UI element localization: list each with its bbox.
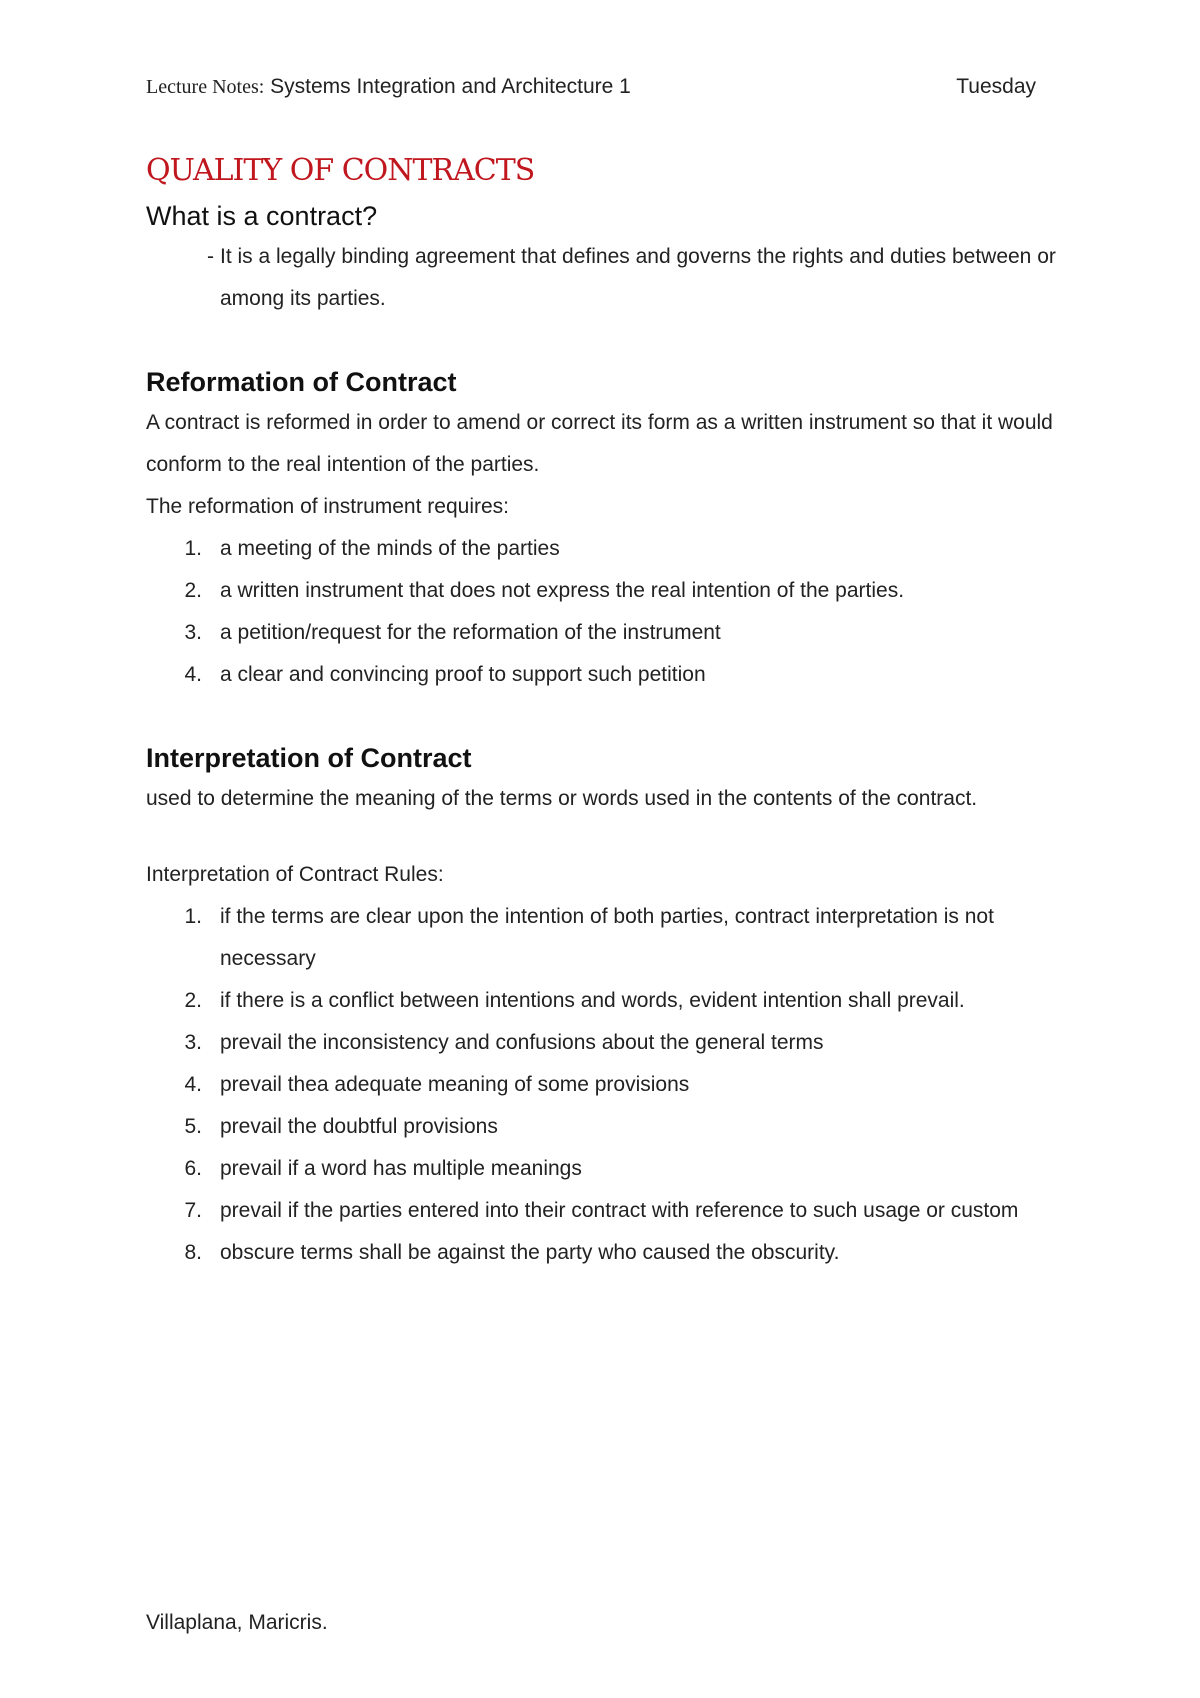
header-label: Lecture Notes:: [146, 76, 265, 98]
section-heading-what-is: What is a contract?: [146, 201, 378, 231]
list-item-text: prevail if a word has multiple meanings: [220, 1157, 582, 1180]
list-item-text: a clear and convincing proof to support such petition: [220, 663, 706, 686]
page-header: [146, 72, 1036, 102]
dash-marker: -: [207, 245, 214, 268]
list-item: [146, 1148, 1058, 1190]
list-item-text: if there is a conflict between intentions and words, evident intention shall prevail.: [220, 989, 965, 1012]
section-heading-interpretation: Interpretation of Contract: [146, 743, 472, 773]
list-number: 7.: [184, 1199, 202, 1222]
reformation-intro: The reformation of instrument requires:: [146, 495, 509, 518]
document-title: QUALITY OF CONTRACTS: [146, 153, 535, 188]
list-item-text: a petition/request for the reformation of the instrument: [220, 621, 721, 644]
list-item: [146, 654, 1058, 696]
section-heading-reformation: Reformation of Contract: [146, 367, 457, 397]
list-number: 1.: [184, 537, 202, 560]
section-what-is-contract: [146, 196, 1058, 320]
list-number: 2.: [184, 579, 202, 602]
definition-text: It is a legally binding agreement that defines and governs the rights and duties between or among its parties.: [220, 245, 1056, 310]
list-item: [146, 1190, 1058, 1232]
list-item: [146, 1022, 1058, 1064]
interpretation-rules-list: [146, 896, 1058, 1274]
list-number: 3.: [184, 1031, 202, 1054]
header-day: Tuesday: [956, 75, 1036, 98]
interpretation-intro: Interpretation of Contract Rules:: [146, 863, 444, 886]
list-item: [146, 980, 1058, 1022]
list-number: 2.: [184, 989, 202, 1012]
list-item: [146, 570, 1058, 612]
list-number: 4.: [184, 663, 202, 686]
list-number: 4.: [184, 1073, 202, 1096]
list-item-text: a written instrument that does not express the real intention of the parties.: [220, 579, 905, 602]
list-item: [146, 896, 1058, 980]
list-number: 3.: [184, 621, 202, 644]
header-course: Systems Integration and Architecture 1: [270, 75, 631, 98]
section-interpretation: [146, 738, 1058, 1274]
list-item-text: prevail if the parties entered into their contract with reference to such usage or custom: [220, 1199, 1019, 1222]
list-item-text: obscure terms shall be against the party who caused the obscurity.: [220, 1241, 840, 1264]
interpretation-paragraph: used to determine the meaning of the terms or words used in the contents of the contract.: [146, 787, 978, 810]
list-item: [146, 1232, 1058, 1274]
document-body: [146, 146, 1058, 1274]
list-number: 1.: [184, 905, 202, 928]
reformation-paragraph: A contract is reformed in order to amend or correct its form as a written instrument so that it would conform to the real intention of the parties.: [146, 411, 1053, 476]
list-item-text: prevail the inconsistency and confusions about the general terms: [220, 1031, 824, 1054]
list-item: [146, 1106, 1058, 1148]
list-item-text: prevail thea adequate meaning of some provisions: [220, 1073, 690, 1096]
definition-list: [146, 236, 1058, 320]
list-item: [146, 236, 1058, 320]
list-item-text: if the terms are clear upon the intention of both parties, contract interpretation is not necessary: [220, 905, 994, 970]
list-number: 5.: [184, 1115, 202, 1138]
reformation-requirements-list: [146, 528, 1058, 696]
list-number: 6.: [184, 1157, 202, 1180]
list-item: [146, 612, 1058, 654]
list-item-text: a meeting of the minds of the parties: [220, 537, 560, 560]
list-item-text: prevail the doubtful provisions: [220, 1115, 498, 1138]
list-item: [146, 528, 1058, 570]
list-item: [146, 1064, 1058, 1106]
page-footer-author: Villaplana, Maricris.: [146, 1611, 328, 1634]
list-number: 8.: [184, 1241, 202, 1264]
section-reformation: [146, 362, 1058, 696]
